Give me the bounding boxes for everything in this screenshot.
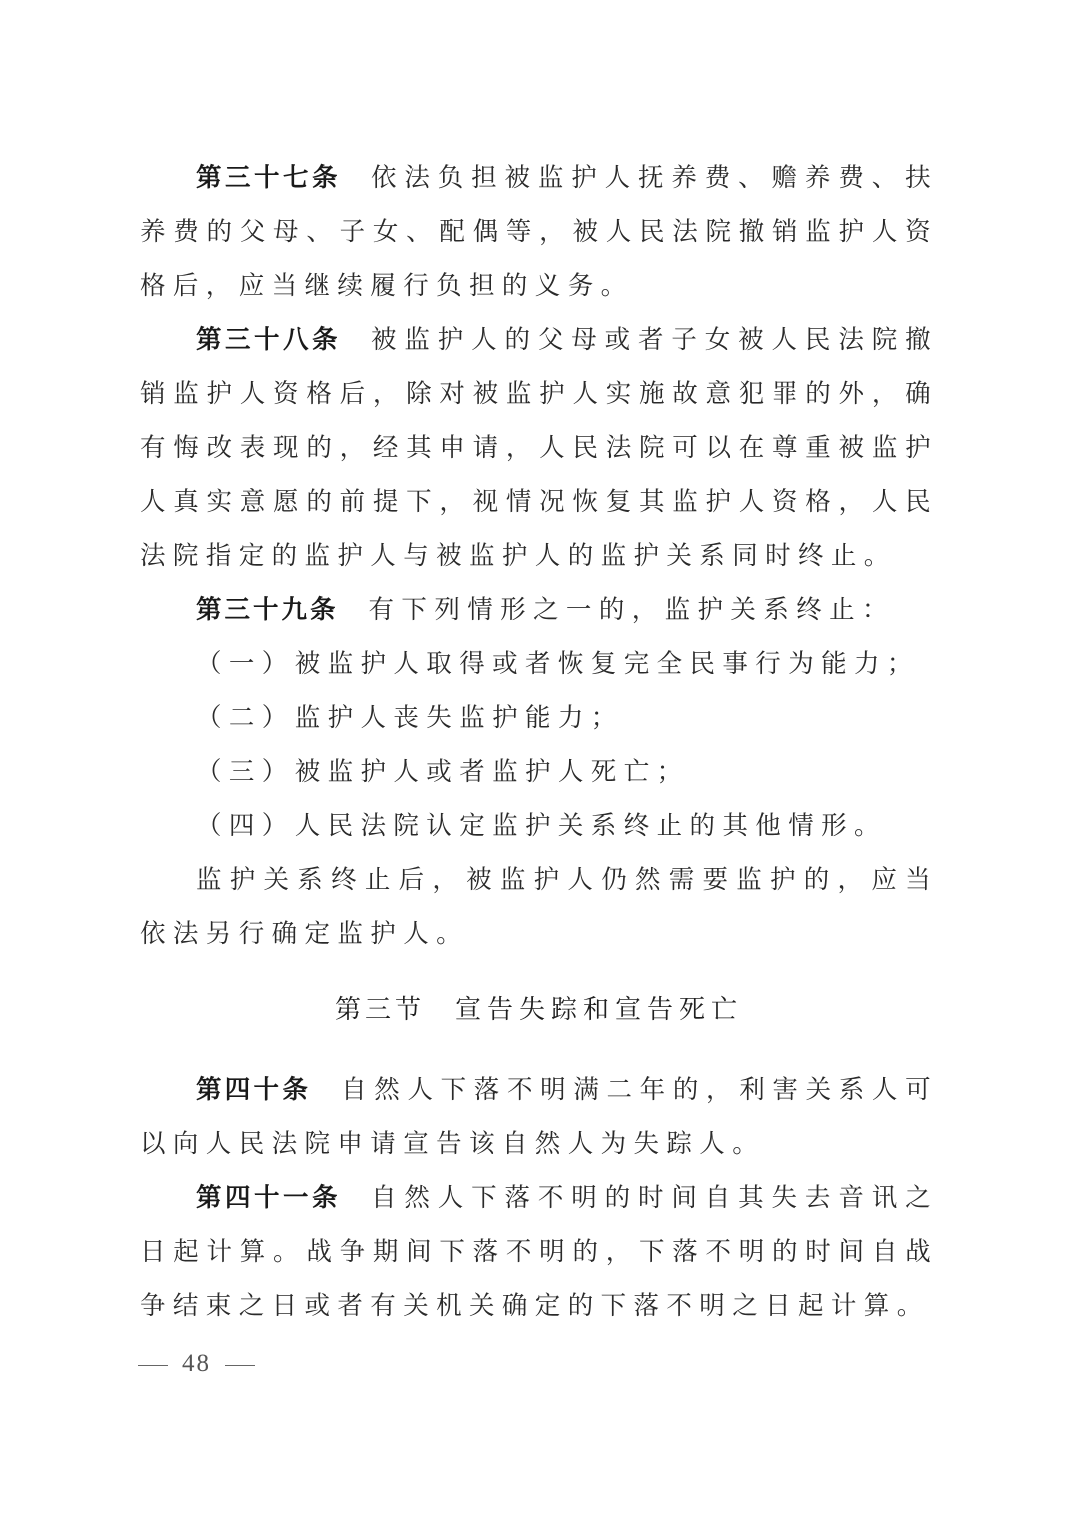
article-number: 第四十一条 <box>196 1183 341 1213</box>
article-number: 第四十条 <box>196 1075 312 1105</box>
list-item: （二）监护人丧失监护能力； <box>196 703 624 733</box>
article-37 <box>140 151 938 313</box>
list-item: （四）人民法院认定监护关系终止的其他情形。 <box>196 811 887 841</box>
list-item: （一）被监护人取得或者恢复完全民事行为能力； <box>196 649 920 679</box>
section-heading <box>140 983 938 1037</box>
page-content <box>140 151 938 1333</box>
article-text: 被监护人的父母或者子女被人民法院撤销监护人资格后，除对被监护人实施故意犯罪的外，确有悔改表现的，经其申请，人民法院可以在尊重被监护人真实意愿的前提下，视情况恢复其监护人资格，人民法院指定的监护人与被监护人的监护关系同时终止。 <box>140 325 938 571</box>
section-number: 第三节 <box>334 995 425 1025</box>
article-38 <box>140 313 938 583</box>
dash-right <box>225 1365 255 1367</box>
page-number <box>138 1350 255 1378</box>
article-number: 第三十九条 <box>196 595 339 625</box>
article-41 <box>140 1171 938 1333</box>
article-number: 第三十八条 <box>196 325 341 355</box>
article-text: 自然人下落不明满二年的，利害关系人可以向人民法院申请宣告该自然人为失踪人。 <box>140 1075 938 1159</box>
article-number: 第三十七条 <box>196 163 341 193</box>
section-title: 宣告失踪和宣告死亡 <box>455 995 744 1025</box>
article-text: 依法负担被监护人抚养费、赡养费、扶养费的父母、子女、配偶等，被人民法院撤销监护人资格后，应当继续履行负担的义务。 <box>140 163 938 301</box>
article-40 <box>140 1063 938 1171</box>
list-item: （三）被监护人或者监护人死亡； <box>196 757 690 787</box>
article-39 <box>140 583 938 637</box>
page-number-value: 48 <box>182 1350 211 1377</box>
article-text: 有下列情形之一的，监护关系终止： <box>368 595 895 625</box>
article-39-closing: 监护关系终止后，被监护人仍然需要监护的，应当依法另行确定监护人。 <box>140 865 938 949</box>
article-text: 自然人下落不明的时间自其失去音讯之日起计算。战争期间下落不明的，下落不明的时间自战争结束之日或者有关机关确定的下落不明之日起计算。 <box>140 1183 938 1321</box>
dash-left <box>138 1365 168 1367</box>
